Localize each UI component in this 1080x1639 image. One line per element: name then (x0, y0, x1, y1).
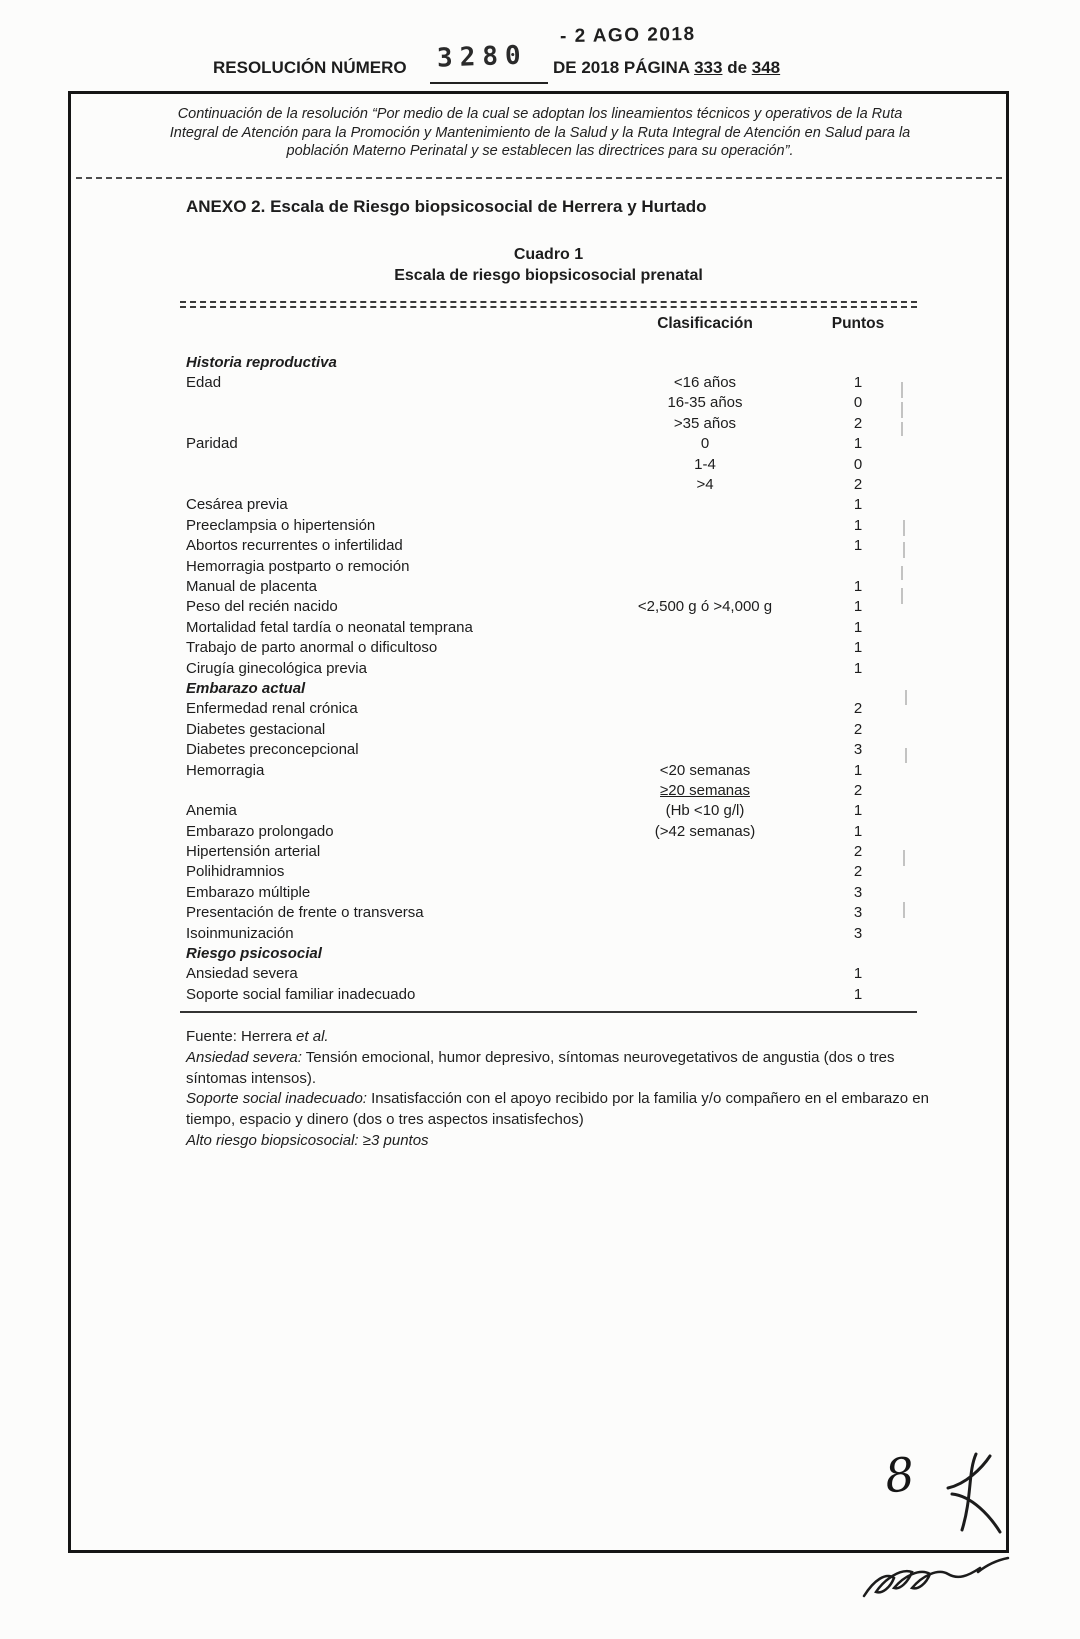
row-label: Anemia (186, 802, 237, 820)
row-points: 0 (853, 455, 863, 473)
row-points: 0 (853, 394, 863, 412)
row-points: 2 (853, 414, 863, 432)
table-row (180, 495, 917, 515)
row-label: Trabajo de parto anormal o dificultoso (186, 639, 438, 657)
table-row (180, 393, 917, 413)
row-label: Soporte social familiar inadecuado (186, 985, 416, 1003)
row-classification: (>42 semanas) (654, 822, 756, 840)
signature-scribble-icon (938, 1450, 1013, 1535)
row-points: 1 (853, 577, 863, 595)
row-points: 2 (853, 700, 863, 718)
date-stamp: - 2 AGO 2018 (559, 23, 696, 48)
row-label: Polihidramnios (186, 863, 285, 881)
row-label: Ansiedad severa (186, 965, 298, 983)
row-classification: <20 semanas (659, 761, 751, 779)
row-classification: ≥20 semanas (660, 781, 750, 799)
row-points: 2 (853, 720, 863, 738)
table-caption-line2: Escala de riesgo biopsicosocial prenatal (394, 267, 703, 284)
table-row (180, 882, 917, 902)
row-points: 1 (853, 802, 863, 820)
row-label: Preeclampsia o hipertensión (186, 516, 376, 534)
row-points: 1 (853, 516, 863, 534)
table-row (180, 780, 917, 800)
table-row (180, 801, 917, 821)
scan-artifact (901, 566, 903, 580)
row-points: 1 (853, 761, 863, 779)
row-label: Hemorragia (186, 761, 265, 779)
table-row (180, 576, 917, 596)
row-label: Cesárea previa (186, 496, 288, 514)
row-points: 2 (853, 863, 863, 881)
footnote-line (186, 1089, 934, 1131)
table-row (180, 474, 917, 494)
footnote-segment: Alto riesgo biopsicosocial: (186, 1131, 359, 1149)
table-top-rule (180, 301, 917, 308)
row-label: Historia reproductiva (186, 353, 337, 371)
table-row (180, 372, 917, 392)
row-classification: >35 años (673, 414, 737, 432)
footnote-segment: Tensión emocional, humor depresivo, síntomas neurovegetativos de angustia (dos o tres síntomas intensos). (186, 1048, 895, 1087)
table-row (180, 821, 917, 841)
row-label: Abortos recurrentes o infertilidad (186, 537, 403, 555)
row-label: Hemorragia postparto o remoción (186, 557, 410, 575)
page-separator: de (722, 58, 752, 77)
row-points: 1 (853, 659, 863, 677)
scan-artifact (903, 850, 905, 866)
row-label: Manual de placenta (186, 577, 317, 595)
page-info-label: DE 2018 PÁGINA (553, 58, 695, 77)
table-row (180, 658, 917, 678)
row-classification: 1-4 (694, 455, 716, 473)
row-points: 1 (853, 598, 863, 616)
footnote-segment: Soporte social inadecuado: (186, 1090, 367, 1108)
scan-artifact (903, 520, 905, 536)
footnote-line (186, 1131, 934, 1152)
table-row (180, 964, 917, 984)
row-points: 3 (853, 741, 863, 759)
table-row (180, 434, 917, 454)
row-points: 1 (853, 618, 863, 636)
handwritten-page-number: 8 (882, 1446, 918, 1504)
footnote-segment: Insatisfacción con el apoyo recibido por la familia y/o compañero en el embarazo en tiempo, espacio y dinero (dos o tres aspectos insatisfechos) (186, 1090, 929, 1129)
column-header-puntos: Puntos (831, 315, 885, 332)
row-points: 3 (853, 883, 863, 901)
row-classification: (Hb <10 g/l) (665, 802, 745, 820)
row-points: 1 (853, 985, 863, 1003)
annex-title: ANEXO 2. Escala de Riesgo biopsicosocial de Herrera y Hurtado (186, 197, 707, 216)
continuation-note: Continuación de la resolución “Por medio de la cual se adoptan los lineamientos técnicos y operativos de la Ruta Integral de Atención para la Promoción y Mantenimiento de la Salud y la Ruta Integral de Atención en Salud para la población Materno Perinatal y se establecen las directrices para su operación”. (169, 106, 911, 160)
row-label: Embarazo múltiple (186, 883, 311, 901)
row-classification: >4 (696, 476, 714, 494)
footnote-line (186, 1048, 934, 1090)
row-classification: 16-35 años (667, 394, 743, 412)
row-points: 1 (853, 496, 863, 514)
resolution-number-stamp: 3280 (436, 40, 529, 74)
footnote-segment: Fuente: Herrera (186, 1028, 297, 1045)
table-row (180, 923, 917, 943)
row-label: Presentación de frente o transversa (186, 904, 424, 922)
row-points: 2 (853, 781, 863, 799)
scan-artifact (901, 382, 903, 398)
footnote-segment: ≥3 puntos (358, 1131, 429, 1149)
dashed-separator (76, 177, 1002, 179)
row-points: 2 (853, 476, 863, 494)
table-row (180, 841, 917, 861)
signature-scribble-icon (860, 1550, 1015, 1612)
scan-artifact (903, 542, 905, 558)
row-label: Mortalidad fetal tardía o neonatal temprana (186, 618, 473, 636)
table-bottom-rule (180, 1011, 917, 1013)
row-label: Isoinmunización (186, 924, 294, 942)
scan-artifact (905, 748, 907, 763)
row-label: Riesgo psicosocial (186, 945, 322, 963)
table-section-row (180, 943, 917, 963)
row-points: 3 (853, 924, 863, 942)
table-row (180, 760, 917, 780)
number-underline (430, 82, 548, 84)
table-row (180, 739, 917, 759)
row-label: Embarazo prolongado (186, 822, 334, 840)
row-label: Hipertensión arterial (186, 843, 321, 861)
table-row (180, 984, 917, 1004)
table-row (180, 637, 917, 657)
current-page-number: 333 (694, 58, 723, 77)
scan-artifact (901, 402, 903, 418)
footnote-segment: Ansiedad severa: (186, 1048, 302, 1066)
page-info (553, 58, 780, 78)
scan-artifact (901, 422, 903, 436)
row-label: Edad (186, 374, 222, 392)
resolution-label: RESOLUCIÓN NÚMERO (213, 58, 407, 77)
table-row (180, 862, 917, 882)
scan-artifact (903, 902, 905, 918)
column-header-clasificacion: Clasificación (657, 315, 753, 332)
table-section-row (180, 678, 917, 698)
row-points: 1 (853, 537, 863, 555)
row-classification: <16 años (673, 374, 737, 392)
row-points: 1 (853, 435, 863, 453)
table-caption-line1: Cuadro 1 (513, 246, 584, 263)
row-points: 2 (853, 843, 863, 861)
table-row (180, 617, 917, 637)
row-classification: 0 (700, 435, 710, 453)
row-points: 3 (853, 904, 863, 922)
row-label: Peso del recién nacido (186, 598, 338, 616)
footnote-segment: et al. (296, 1028, 329, 1045)
row-label: Embarazo actual (186, 679, 306, 697)
row-label: Diabetes gestacional (186, 720, 326, 738)
scan-artifact (905, 690, 907, 705)
table-row (180, 515, 917, 535)
table-row (180, 719, 917, 739)
table-row (180, 536, 917, 556)
row-points: 1 (853, 965, 863, 983)
row-label: Cirugía ginecológica previa (186, 659, 367, 677)
row-points: 1 (853, 374, 863, 392)
table-row (180, 903, 917, 923)
table-row (180, 413, 917, 433)
table-row (180, 454, 917, 474)
scan-artifact (901, 588, 903, 604)
risk-table-body (180, 352, 917, 1005)
row-label: Enfermedad renal crónica (186, 700, 358, 718)
row-points: 1 (853, 822, 863, 840)
table-row (180, 556, 917, 576)
table-section-row (180, 352, 917, 372)
footnotes (186, 1027, 934, 1152)
row-label: Paridad (186, 435, 238, 453)
row-points: 1 (853, 639, 863, 657)
table-header-row (180, 315, 917, 333)
table-row (180, 699, 917, 719)
header-spacer (180, 315, 592, 333)
row-classification: <2,500 g ó >4,000 g (637, 598, 773, 616)
footnote-line (186, 1027, 934, 1048)
row-label: Diabetes preconcepcional (186, 741, 359, 759)
table-row (180, 597, 917, 617)
table-caption (180, 244, 917, 286)
total-pages-number: 348 (751, 58, 781, 77)
